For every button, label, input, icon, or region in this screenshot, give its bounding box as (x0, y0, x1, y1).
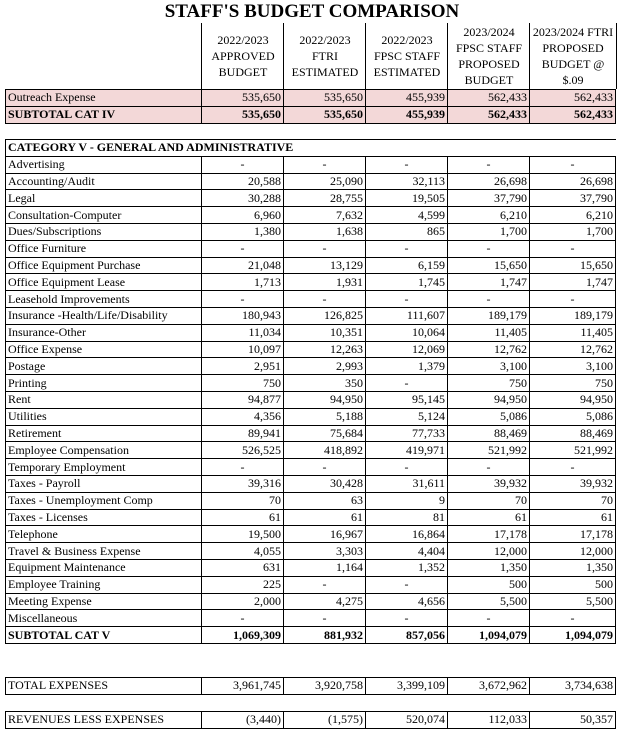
value-cell: - (202, 156, 284, 173)
value-cell: 4,404 (366, 543, 448, 560)
cat5-row (6, 610, 616, 627)
cat5-subtotal-row (6, 627, 616, 644)
value-cell: 81 (366, 509, 448, 526)
column-header-line: APPROVED (211, 49, 275, 63)
value-cell: 26,698 (530, 173, 616, 190)
value-cell: 6,210 (448, 207, 530, 224)
revenues-less-expenses-row (6, 712, 616, 729)
value-cell: - (448, 459, 530, 476)
value-cell: - (284, 459, 366, 476)
value-cell: - (284, 576, 366, 593)
value-cell: 1,700 (448, 223, 530, 240)
value-cell: 6,960 (202, 207, 284, 224)
value-cell: 1,094,079 (448, 627, 530, 644)
value-cell: 61 (530, 509, 616, 526)
value-cell: 1,745 (366, 274, 448, 291)
column-header-line: FPSC STAFF (373, 49, 441, 63)
cat5-row (6, 442, 616, 459)
value-cell: - (202, 459, 284, 476)
value-cell: 1,164 (284, 559, 366, 576)
cat5-row (6, 543, 616, 560)
value-cell: - (284, 240, 366, 257)
value-cell: 10,097 (202, 341, 284, 358)
value-cell: 180,943 (202, 307, 284, 324)
value-cell: 455,939 (366, 106, 448, 123)
value-cell: 15,650 (448, 257, 530, 274)
value-cell: 4,275 (284, 593, 366, 610)
value-cell: 3,399,109 (366, 678, 448, 695)
value-cell: 5,086 (530, 408, 616, 425)
value-cell: - (530, 459, 616, 476)
value-cell: 28,755 (284, 190, 366, 207)
value-cell: 520,074 (366, 712, 448, 729)
value-cell: 1,379 (366, 358, 448, 375)
value-cell: 16,864 (366, 526, 448, 543)
value-cell: 1,747 (448, 274, 530, 291)
value-cell: - (530, 156, 616, 173)
column-header-1 (201, 23, 284, 89)
value-cell: 562,433 (530, 106, 616, 123)
value-cell: 5,086 (448, 408, 530, 425)
column-header-5 (529, 23, 617, 89)
value-cell: 3,672,962 (448, 678, 530, 695)
cat5-row (6, 307, 616, 324)
value-cell: 12,263 (284, 341, 366, 358)
row-label: Leasehold Improvements (6, 291, 202, 308)
cat5-row (6, 291, 616, 308)
value-cell: 11,405 (448, 324, 530, 341)
value-cell: - (366, 240, 448, 257)
column-header-line: BUDGET (218, 65, 268, 79)
cat5-row (6, 240, 616, 257)
row-label: Taxes - Unemployment Comp (6, 492, 202, 509)
value-cell: 63 (284, 492, 366, 509)
row-label: Office Furniture (6, 240, 202, 257)
value-cell: 12,762 (448, 341, 530, 358)
value-cell: 112,033 (448, 712, 530, 729)
value-cell: 750 (448, 375, 530, 392)
value-cell: 1,700 (530, 223, 616, 240)
value-cell: 3,100 (530, 358, 616, 375)
cat5-row (6, 324, 616, 341)
value-cell: 37,790 (448, 190, 530, 207)
value-cell: 95,145 (366, 391, 448, 408)
value-cell: - (530, 240, 616, 257)
row-label: Printing (6, 375, 202, 392)
value-cell: 1,713 (202, 274, 284, 291)
cat5-row (6, 492, 616, 509)
value-cell: 61 (448, 509, 530, 526)
category-heading: CATEGORY V - GENERAL AND ADMINISTRATIVE (6, 140, 616, 157)
value-cell: 455,939 (366, 90, 448, 107)
value-cell: 750 (202, 375, 284, 392)
value-cell: - (366, 156, 448, 173)
cat4-table (5, 89, 616, 124)
row-label: Utilities (6, 408, 202, 425)
value-cell: - (202, 240, 284, 257)
row-label: SUBTOTAL CAT IV (6, 106, 202, 123)
value-cell: 418,892 (284, 442, 366, 459)
column-header-line: 2022/2023 (299, 33, 351, 47)
cat5-row (6, 459, 616, 476)
total-expenses-row (6, 678, 616, 695)
row-label: Taxes - Licenses (6, 509, 202, 526)
value-cell: 2,000 (202, 593, 284, 610)
value-cell: 3,920,758 (284, 678, 366, 695)
value-cell: 4,055 (202, 543, 284, 560)
value-cell: 30,428 (284, 475, 366, 492)
cat5-row (6, 576, 616, 593)
row-label: Office Equipment Lease (6, 274, 202, 291)
cat5-row (6, 593, 616, 610)
column-header-3 (365, 23, 448, 89)
value-cell: 16,967 (284, 526, 366, 543)
value-cell: 39,932 (530, 475, 616, 492)
value-cell: - (530, 610, 616, 627)
value-cell: 94,950 (448, 391, 530, 408)
column-header-line: BUDGET @ (541, 57, 605, 71)
row-label: Consultation-Computer (6, 207, 202, 224)
value-cell: 70 (530, 492, 616, 509)
row-label: Employee Training (6, 576, 202, 593)
value-cell: 562,433 (448, 106, 530, 123)
value-cell: 39,316 (202, 475, 284, 492)
value-cell: 12,000 (448, 543, 530, 560)
cat5-row (6, 207, 616, 224)
value-cell: 6,159 (366, 257, 448, 274)
value-cell: 1,352 (366, 559, 448, 576)
value-cell: 1,350 (530, 559, 616, 576)
value-cell: 1,931 (284, 274, 366, 291)
value-cell: 19,505 (366, 190, 448, 207)
value-cell: 94,950 (530, 391, 616, 408)
column-header-line: $.09 (562, 73, 584, 87)
value-cell: 12,000 (530, 543, 616, 560)
column-header-line: 2023/2024 FTRI (532, 25, 614, 39)
value-cell: 94,877 (202, 391, 284, 408)
cat5-row (6, 190, 616, 207)
row-label: Employee Compensation (6, 442, 202, 459)
value-cell: 11,405 (530, 324, 616, 341)
value-cell: - (366, 459, 448, 476)
value-cell: 857,056 (366, 627, 448, 644)
value-cell: 17,178 (530, 526, 616, 543)
column-header-line: PROPOSED (542, 41, 604, 55)
column-header-line: BUDGET (464, 73, 514, 87)
value-cell: 500 (530, 576, 616, 593)
value-cell: 4,656 (366, 593, 448, 610)
value-cell: 631 (202, 559, 284, 576)
value-cell: - (284, 291, 366, 308)
value-cell: 7,632 (284, 207, 366, 224)
row-label: REVENUES LESS EXPENSES (6, 712, 202, 729)
column-header-line: 2023/2024 (463, 25, 515, 39)
value-cell: 12,762 (530, 341, 616, 358)
row-label: Rent (6, 391, 202, 408)
cat5-row (6, 391, 616, 408)
value-cell: 77,733 (366, 425, 448, 442)
row-label: Postage (6, 358, 202, 375)
cat5-row (6, 375, 616, 392)
value-cell: 881,932 (284, 627, 366, 644)
value-cell: (3,440) (202, 712, 284, 729)
value-cell: 1,638 (284, 223, 366, 240)
value-cell: 12,069 (366, 341, 448, 358)
row-label: Outreach Expense (6, 90, 202, 107)
value-cell: 4,356 (202, 408, 284, 425)
cat5-row (6, 526, 616, 543)
value-cell: 10,351 (284, 324, 366, 341)
value-cell: - (284, 610, 366, 627)
value-cell: 88,469 (530, 425, 616, 442)
row-label: Advertising (6, 156, 202, 173)
value-cell: 89,941 (202, 425, 284, 442)
row-label: Retirement (6, 425, 202, 442)
value-cell: 3,734,638 (530, 678, 616, 695)
value-cell: 4,599 (366, 207, 448, 224)
value-cell: 750 (530, 375, 616, 392)
cat5-row (6, 559, 616, 576)
value-cell: 526,525 (202, 442, 284, 459)
value-cell: 535,650 (284, 106, 366, 123)
value-cell: 189,179 (448, 307, 530, 324)
value-cell: - (366, 610, 448, 627)
value-cell: - (448, 291, 530, 308)
value-cell: 15,650 (530, 257, 616, 274)
value-cell: 1,069,309 (202, 627, 284, 644)
column-header-4 (447, 23, 530, 89)
value-cell: 61 (284, 509, 366, 526)
value-cell: 70 (448, 492, 530, 509)
value-cell: 6,210 (530, 207, 616, 224)
value-cell: 350 (284, 375, 366, 392)
value-cell: 3,100 (448, 358, 530, 375)
cat5-row (6, 257, 616, 274)
column-header-line: FPSC STAFF (455, 41, 523, 55)
cat5-row (6, 274, 616, 291)
value-cell: 30,288 (202, 190, 284, 207)
value-cell: 17,178 (448, 526, 530, 543)
row-label: Temporary Employment (6, 459, 202, 476)
value-cell: 2,951 (202, 358, 284, 375)
cat5-row (6, 425, 616, 442)
value-cell: 26,698 (448, 173, 530, 190)
value-cell: 31,611 (366, 475, 448, 492)
value-cell: 535,650 (202, 90, 284, 107)
row-label: Telephone (6, 526, 202, 543)
cat5-row (6, 223, 616, 240)
value-cell: 39,932 (448, 475, 530, 492)
value-cell: 19,500 (202, 526, 284, 543)
row-label: Legal (6, 190, 202, 207)
cat5-table (5, 139, 616, 644)
value-cell: 1,350 (448, 559, 530, 576)
value-cell: 70 (202, 492, 284, 509)
value-cell: 10,064 (366, 324, 448, 341)
value-cell: 21,048 (202, 257, 284, 274)
value-cell: 3,303 (284, 543, 366, 560)
value-cell: 535,650 (202, 106, 284, 123)
row-label: Taxes - Payroll (6, 475, 202, 492)
value-cell: 535,650 (284, 90, 366, 107)
value-cell: 11,034 (202, 324, 284, 341)
row-label: Equipment Maintenance (6, 559, 202, 576)
row-label: Miscellaneous (6, 610, 202, 627)
value-cell: 500 (448, 576, 530, 593)
value-cell: 5,124 (366, 408, 448, 425)
value-cell: 126,825 (284, 307, 366, 324)
value-cell: 5,500 (448, 593, 530, 610)
value-cell: - (366, 576, 448, 593)
column-header-2 (283, 23, 366, 89)
column-header-line: 2022/2023 (381, 33, 433, 47)
value-cell: 1,094,079 (530, 627, 616, 644)
row-label: Office Expense (6, 341, 202, 358)
value-cell: - (530, 291, 616, 308)
revenues-less-expenses-table (5, 711, 616, 729)
total-expenses-table (5, 677, 616, 695)
value-cell: 9 (366, 492, 448, 509)
value-cell: 20,588 (202, 173, 284, 190)
row-label: Meeting Expense (6, 593, 202, 610)
value-cell: 189,179 (530, 307, 616, 324)
value-cell: 13,129 (284, 257, 366, 274)
row-label: SUBTOTAL CAT V (6, 627, 202, 644)
column-header-line: 2022/2023 (217, 33, 269, 47)
value-cell: 25,090 (284, 173, 366, 190)
value-cell: 521,992 (448, 442, 530, 459)
value-cell: 225 (202, 576, 284, 593)
row-label: Insurance -Health/Life/Disability (6, 307, 202, 324)
cat5-row (6, 358, 616, 375)
page-title: STAFF'S BUDGET COMPARISON (164, 1, 460, 22)
value-cell: - (448, 156, 530, 173)
value-cell: 61 (202, 509, 284, 526)
value-cell: - (448, 240, 530, 257)
value-cell: 50,357 (530, 712, 616, 729)
category-heading-row (6, 140, 616, 157)
value-cell: 1,380 (202, 223, 284, 240)
value-cell: 5,500 (530, 593, 616, 610)
row-label: Office Equipment Purchase (6, 257, 202, 274)
value-cell: 562,433 (448, 90, 530, 107)
row-label: Insurance-Other (6, 324, 202, 341)
value-cell: - (202, 610, 284, 627)
value-cell: 111,607 (366, 307, 448, 324)
value-cell: 2,993 (284, 358, 366, 375)
value-cell: - (366, 291, 448, 308)
column-header-line: FTRI (311, 49, 338, 63)
value-cell: 865 (366, 223, 448, 240)
row-label: Travel & Business Expense (6, 543, 202, 560)
value-cell: - (366, 375, 448, 392)
value-cell: 419,971 (366, 442, 448, 459)
value-cell: - (284, 156, 366, 173)
column-header-line: ESTIMATED (291, 65, 359, 79)
value-cell: 94,950 (284, 391, 366, 408)
column-header-line: ESTIMATED (373, 65, 441, 79)
cat5-row (6, 509, 616, 526)
cat5-row (6, 408, 616, 425)
value-cell: 562,433 (530, 90, 616, 107)
value-cell: 3,961,745 (202, 678, 284, 695)
value-cell: 521,992 (530, 442, 616, 459)
value-cell: 88,469 (448, 425, 530, 442)
cat4-row (6, 90, 616, 107)
value-cell: 75,684 (284, 425, 366, 442)
value-cell: 1,747 (530, 274, 616, 291)
value-cell: (1,575) (284, 712, 366, 729)
value-cell: - (202, 291, 284, 308)
value-cell: - (448, 610, 530, 627)
cat5-row (6, 341, 616, 358)
cat5-row (6, 156, 616, 173)
column-header-line: PROPOSED (458, 57, 520, 71)
cat5-row (6, 475, 616, 492)
row-label: Dues/Subscriptions (6, 223, 202, 240)
value-cell: 37,790 (530, 190, 616, 207)
value-cell: 5,188 (284, 408, 366, 425)
value-cell: 32,113 (366, 173, 448, 190)
cat4-subtotal-row (6, 106, 616, 123)
cat5-row (6, 173, 616, 190)
row-label: TOTAL EXPENSES (6, 678, 202, 695)
row-label: Accounting/Audit (6, 173, 202, 190)
